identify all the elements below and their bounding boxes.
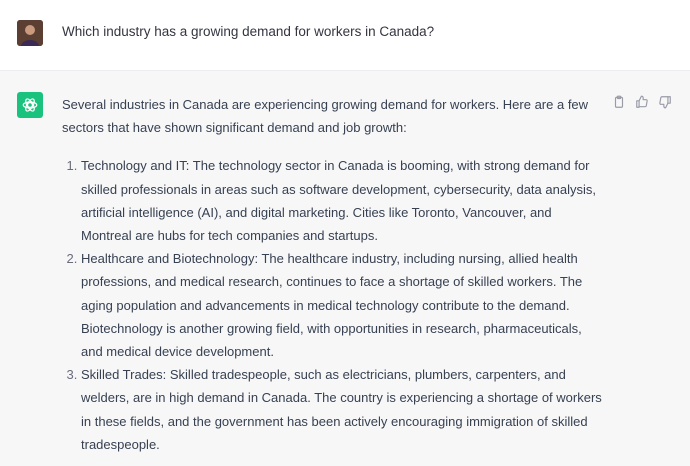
thumbs-down-icon[interactable]: [658, 95, 672, 109]
assistant-intro: Several industries in Canada are experiencing growing demand for workers. Here are a few sectors that have shown significant demand and job growth:: [62, 97, 589, 136]
user-message-row: [0, 0, 690, 70]
user-avatar: [17, 20, 43, 46]
list-item: 2. Healthcare and Biotechnology: The healthcare industry, including nursing, allied health professions, and medical research, continues to face a shortage of skilled workers. The aging population and advancements in medical technology contribute to the demand. Biotechnology is another growing field, with opportunities in research, pharmaceuticals, and medical device development.: [81, 247, 602, 363]
clipboard-icon[interactable]: [612, 95, 626, 109]
thumbs-up-icon[interactable]: [635, 95, 649, 109]
list-item: 1. Technology and IT: The technology sector in Canada is booming, with strong demand for skilled professionals in areas such as software development, cybersecurity, data analysis, artificial intelligence (AI), and digital marketing. Cities like Toronto, Vancouver, and Montreal are hubs for tech companies and startups.: [81, 154, 602, 247]
industry-list: [62, 154, 602, 456]
user-message-text: Which industry has a growing demand for workers in Canada?: [62, 24, 435, 39]
list-item: 3. Skilled Trades: Skilled tradespeople, such as electricians, plumbers, carpenters, and welders, are in high demand in Canada. The country is experiencing a shortage of workers in these fields, and the government has been actively encouraging immigration of skilled tradespeople.: [81, 363, 602, 456]
assistant-message-row: [0, 70, 690, 466]
message-actions: [612, 95, 672, 109]
chatgpt-logo-icon: [17, 92, 43, 118]
assistant-message-content: [62, 93, 602, 456]
